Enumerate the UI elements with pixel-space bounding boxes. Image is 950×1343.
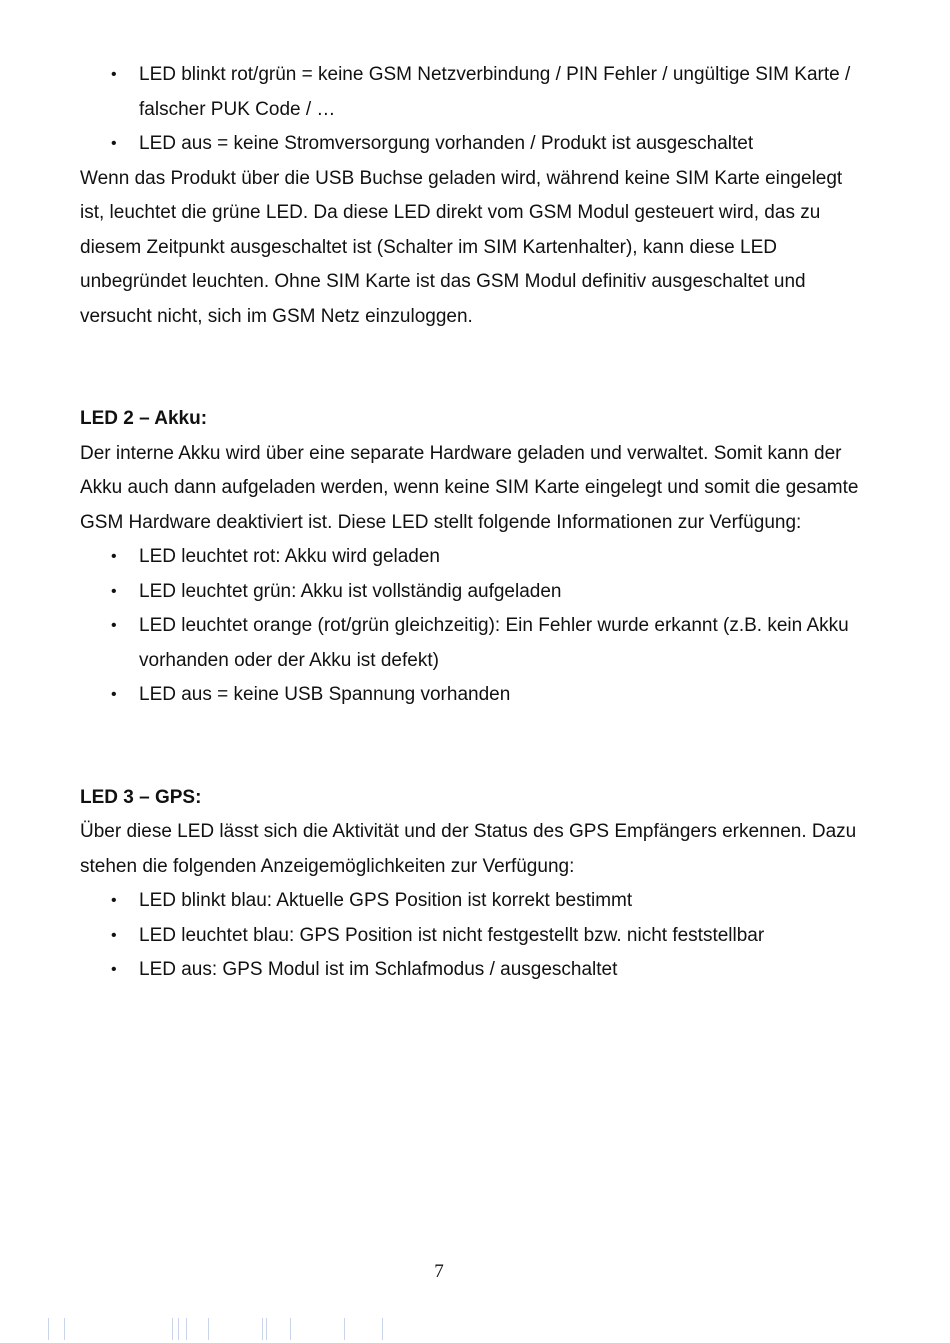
- bullet-icon: •: [111, 961, 117, 978]
- section-heading: LED 3 – GPS:: [80, 786, 202, 808]
- bullet-icon: •: [111, 582, 117, 600]
- scan-artifact-lines: [40, 1318, 460, 1340]
- list-item-text: LED leuchtet rot: Akku wird geladen: [139, 546, 441, 567]
- bullet-icon: •: [111, 66, 117, 83]
- list-item-text: LED leuchtet blau: GPS Position ist nicht festgestellt bzw. nicht feststellbar: [139, 924, 765, 946]
- intro-bullet-list: [80, 58, 870, 162]
- page-content: [80, 58, 870, 988]
- list-item: [80, 58, 870, 127]
- list-item: [80, 919, 870, 954]
- list-item: [80, 575, 870, 610]
- list-item: [80, 884, 870, 919]
- list-item: [80, 609, 870, 678]
- list-item: [80, 127, 870, 162]
- bullet-list: [80, 884, 870, 988]
- section-heading: LED 2 – Akku:: [80, 408, 208, 429]
- bullet-icon: •: [111, 548, 117, 565]
- section-led-2-akku: [80, 402, 870, 713]
- bullet-list: [80, 540, 870, 713]
- section-led-3-gps: [80, 781, 870, 988]
- list-item-text: LED blinkt blau: Aktuelle GPS Position ist korrekt bestimmt: [139, 890, 633, 911]
- section-paragraph: Über diese LED lässt sich die Aktivität und der Status des GPS Empfängers erkennen. Dazu stehen die folgenden Anzeigemöglichkeiten zur Verfügung:: [80, 821, 857, 877]
- page-number: 7: [434, 1261, 444, 1282]
- list-item-text: LED leuchtet grün: Akku ist vollständig aufgeladen: [139, 580, 562, 602]
- intro-paragraph: Wenn das Produkt über die USB Buchse geladen wird, während keine SIM Karte eingelegt ist, leuchtet die grüne LED. Da diese LED direkt vom GSM Modul gesteuert wird, das zu diesem Zeitpunkt ausgeschaltet ist (Schalter im SIM Kartenhalter), kann diese LED unbegründet leuchten. Ohne SIM Karte ist das GSM Modul definitiv ausgeschaltet und versucht nicht, sich im GSM Netz einzuloggen.: [80, 167, 843, 327]
- list-item-text: LED aus = keine USB Spannung vorhanden: [139, 684, 511, 705]
- list-item: [80, 953, 870, 988]
- bullet-icon: •: [111, 686, 117, 703]
- section-paragraph: Der interne Akku wird über eine separate Hardware geladen und verwaltet. Somit kann der Akku auch dann aufgeladen werden, wenn keine SIM Karte eingelegt und somit die gesamte GSM Hardware deaktiviert ist. Diese LED stellt folgende Informationen zur Verfügung:: [80, 442, 859, 533]
- bullet-icon: •: [111, 135, 117, 152]
- bullet-icon: •: [111, 892, 117, 909]
- list-item: [80, 678, 870, 713]
- list-item: [80, 540, 870, 575]
- bullet-icon: •: [111, 617, 117, 634]
- list-item-text: LED leuchtet orange (rot/grün gleichzeitig): Ein Fehler wurde erkannt (z.B. kein Akku vorhanden oder der Akku ist defekt): [139, 615, 849, 671]
- list-item-text: LED aus: GPS Modul ist im Schlafmodus / ausgeschaltet: [139, 959, 618, 980]
- list-item-text: LED aus = keine Stromversorgung vorhanden / Produkt ist ausgeschaltet: [139, 133, 754, 154]
- list-item-text: LED blinkt rot/grün = keine GSM Netzverbindung / PIN Fehler / ungültige SIM Karte / falscher PUK Code / …: [139, 64, 851, 120]
- bullet-icon: •: [111, 926, 117, 944]
